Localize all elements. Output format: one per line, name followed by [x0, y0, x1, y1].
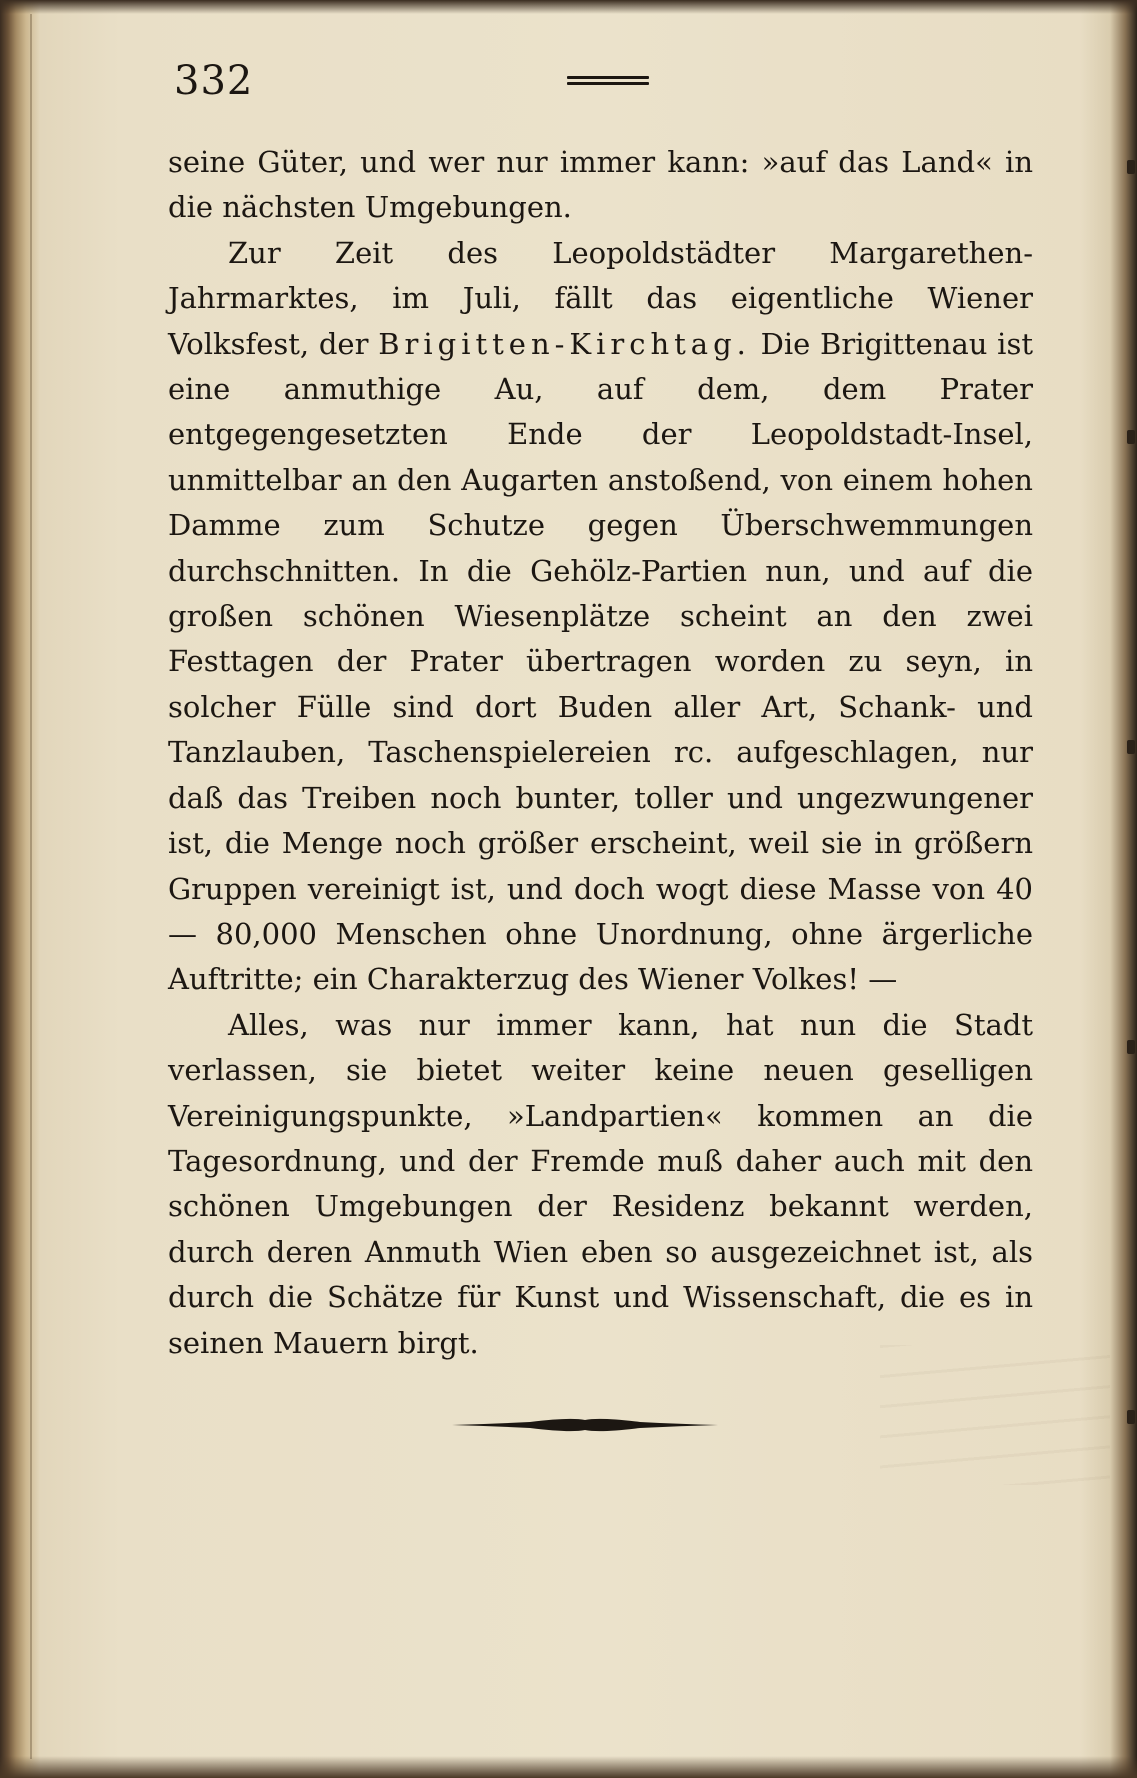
spaced-emphasis: Brigitten-Kirchtag.	[378, 326, 751, 361]
header-rule-ornament	[567, 76, 649, 92]
page-edge-marks	[1125, 160, 1135, 1440]
paragraph-3	[168, 1003, 1033, 1366]
page-number: 332	[174, 58, 254, 104]
show-through-texture	[880, 1345, 1110, 1485]
closing-ornament	[450, 1410, 720, 1440]
body-text	[168, 140, 1033, 1366]
page-header	[170, 58, 1030, 118]
paragraph-1	[168, 140, 1033, 231]
paragraph-2	[168, 231, 1033, 1003]
text-segment: Zur Zeit des Leopoldstädter Margarethen-Jahrmarktes, im Juli, fällt das eigentliche Wiener Volksfest, der	[168, 235, 1033, 361]
text-segment: Die Brigittenau ist eine anmuthige Au, auf dem, dem Prater entgegengesetzten Ende der Leopoldstadt-Insel, unmittelbar an den Augarten anstoßend, von einem hohen Damme zum Schutze gegen Überschwemmungen durchschnitten. In die Gehölz-Partien nun, und auf die großen schönen Wiesenplätze scheint an den zwei Festtagen der Prater übertragen worden zu seyn, in solcher Fülle sind dort Buden aller Art, Schank- und Tanzlauben, Taschenspielereien rc. aufgeschlagen, nur daß das Treiben noch bunter, toller und ungezwungener ist, die Menge noch größer erscheint, weil sie in größern Gruppen vereinigt ist, und doch wogt diese Masse von 40 — 80,000 Menschen ohne Unordnung, ohne ärgerliche Auftritte; ein Charakterzug des Wiener Volkes! —	[168, 326, 1033, 997]
text-segment: Alles, was nur immer kann, hat nun die Stadt verlassen, sie bietet weiter keine neuen geselligen Vereinigungspunkte, »Landpartien« kommen an die Tagesordnung, und der Fremde muß daher auch mit den schönen Umgebungen der Residenz bekannt werden, durch deren Anmuth Wien eben so ausgezeichnet ist, als durch die Schätze für Kunst und Wissenschaft, die es in seinen Mauern birgt.	[168, 1007, 1033, 1360]
text-segment: seine Güter, und wer nur immer kann: »auf das Land« in die nächsten Umgebungen.	[168, 145, 1033, 225]
